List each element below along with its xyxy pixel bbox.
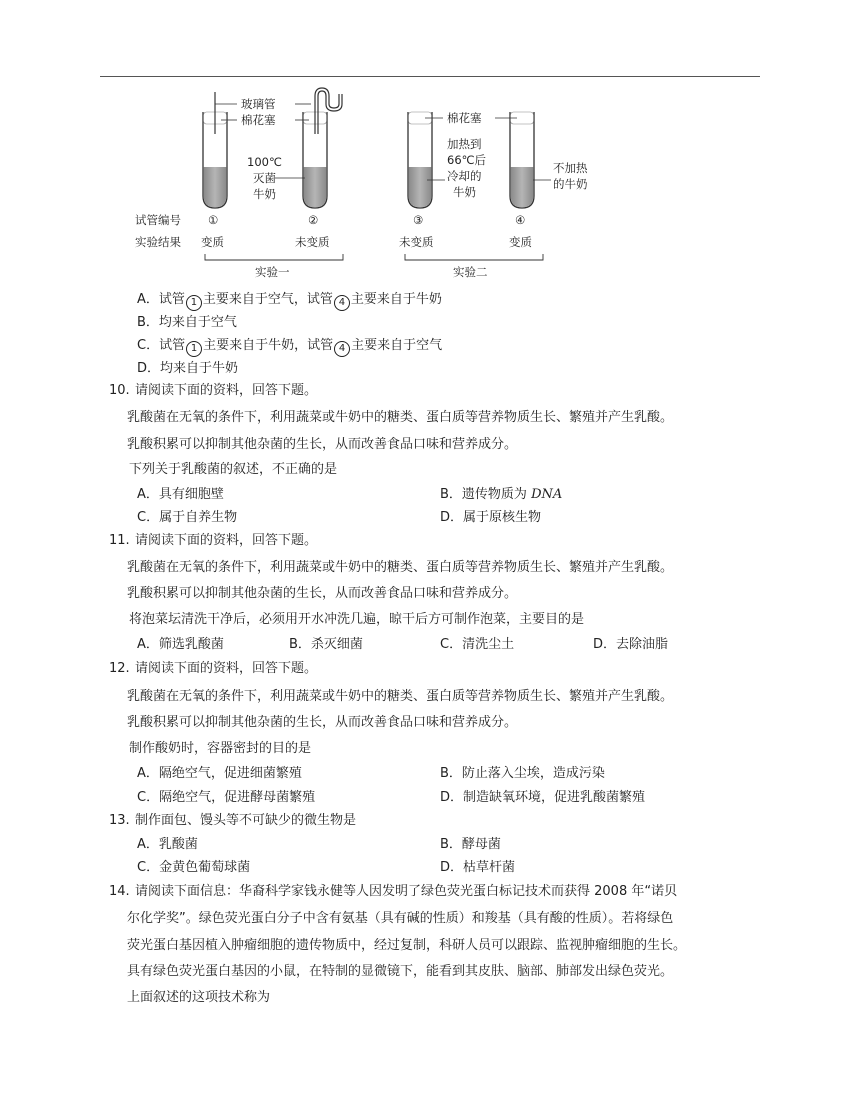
label-tube-number: 试管编号 <box>135 213 181 227</box>
q12-passage-2: 乳酸积累可以抑制其他杂菌的生长，从而改善食品口味和营养成分。 <box>127 715 518 730</box>
label-cotton-plug-1: 棉花塞 <box>241 113 276 127</box>
q9-option-a: A．试管 1 主要来自于空气，试管 4 主要来自于牛奶 <box>137 292 442 311</box>
circled-number-4: 4 <box>334 341 350 357</box>
q10-option-b: B．遗传物质为 DNA <box>440 487 563 502</box>
q11-number: 11. <box>109 533 130 548</box>
q14-number: 14. <box>109 884 130 899</box>
q13-option-d: D．枯草杆菌 <box>440 860 516 875</box>
result-4: 变质 <box>509 235 532 249</box>
q11-option-c: C．清洗尘土 <box>440 637 515 652</box>
tube-num-4: ④ <box>515 213 526 227</box>
result-3: 未变质 <box>399 235 434 249</box>
q11-option-b: B．杀灭细菌 <box>289 637 363 652</box>
q12-option-d: D．制造缺氧环境，促进乳酸菌繁殖 <box>440 790 646 805</box>
q11-passage-2: 乳酸积累可以抑制其他杂菌的生长，从而改善食品口味和营养成分。 <box>127 586 518 601</box>
tube-num-2: ② <box>308 213 319 227</box>
label-milk-66-3: 冷却的 <box>447 169 482 183</box>
q12-option-a: A．隔绝空气，促进细菌繁殖 <box>137 766 302 781</box>
q10-stem: 下列关于乳酸菌的叙述，不正确的是 <box>129 462 338 477</box>
q12-number: 12. <box>109 661 130 676</box>
q11-passage-1: 乳酸菌在无氧的条件下，利用蔬菜或牛奶中的糖类、蛋白质等营养物质生长、繁殖并产生乳酸。 <box>127 560 674 575</box>
q10-number: 10. <box>109 383 130 398</box>
q10-passage-2: 乳酸积累可以抑制其他杂菌的生长，从而改善食品口味和营养成分。 <box>127 437 518 452</box>
q12-passage-1: 乳酸菌在无氧的条件下，利用蔬菜或牛奶中的糖类、蛋白质等营养物质生长、繁殖并产生乳酸。 <box>127 689 674 704</box>
q13-option-a: A．乳酸菌 <box>137 837 198 852</box>
label-milk-raw-1: 不加热 <box>553 161 588 175</box>
label-milk-100-1: 100℃ <box>247 155 282 169</box>
label-milk-66-4: 牛奶 <box>453 185 476 199</box>
label-milk-66-1: 加热到 <box>447 137 482 151</box>
q10-option-c: C．属于自养生物 <box>137 510 238 525</box>
q14-line-3: 荧光蛋白基因植入肿瘤细胞的遗传物质中，经过复制，科研人员可以跟踪、监视肿瘤细胞的生长。 <box>127 938 687 953</box>
q12-option-c: C．隔绝空气，促进酵母菌繁殖 <box>137 790 316 805</box>
tube-num-1: ① <box>208 213 219 227</box>
q13-option-c: C．金黄色葡萄球菌 <box>137 860 251 875</box>
q10-passage-1: 乳酸菌在无氧的条件下，利用蔬菜或牛奶中的糖类、蛋白质等营养物质生长、繁殖并产生乳酸。 <box>127 410 674 425</box>
label-experiment-1: 实验一 <box>255 265 290 279</box>
label-cotton-plug-2: 棉花塞 <box>447 111 482 125</box>
q13-number: 13. <box>109 813 130 828</box>
q9-option-c: C．试管 1 主要来自于牛奶，试管 4 主要来自于空气 <box>137 338 442 357</box>
label-milk-raw-2: 的牛奶 <box>553 177 588 191</box>
q13-stem: 制作面包、馒头等不可缺少的微生物是 <box>135 813 357 828</box>
q13-option-b: B．酵母菌 <box>440 837 501 852</box>
q12-stem: 制作酸奶时，容器密封的目的是 <box>129 741 312 756</box>
label-milk-100-3: 牛奶 <box>253 187 276 201</box>
circled-number-4: 4 <box>334 295 350 311</box>
q14-line-5: 上面叙述的这项技术称为 <box>127 990 271 1005</box>
label-glass-tube: 玻璃管 <box>241 97 276 111</box>
q10-option-a: A．具有细胞壁 <box>137 487 224 502</box>
q9-option-d: D．均来自于牛奶 <box>137 361 239 376</box>
q11-option-a: A．筛选乳酸菌 <box>137 637 224 652</box>
q12-option-b: B．防止落入尘埃，造成污染 <box>440 766 605 781</box>
q10-intro: 请阅读下面的资料，回答下题。 <box>135 383 318 398</box>
label-milk-100-2: 灭菌 <box>253 171 276 185</box>
label-experiment-2: 实验二 <box>453 265 488 279</box>
label-milk-66-2: 66℃后 <box>447 153 487 167</box>
circled-number-1: 1 <box>186 341 202 357</box>
circled-number-1: 1 <box>186 295 202 311</box>
q11-option-d: D．去除油脂 <box>593 637 669 652</box>
label-experiment-result: 实验结果 <box>135 235 181 249</box>
q11-stem: 将泡菜坛清洗干净后，必须用开水冲洗几遍，晾干后方可制作泡菜，主要目的是 <box>129 612 585 627</box>
q10-option-d: D．属于原核生物 <box>440 510 542 525</box>
q9-option-b: B．均来自于空气 <box>137 315 237 330</box>
q12-intro: 请阅读下面的资料，回答下题。 <box>135 661 318 676</box>
result-2: 未变质 <box>295 235 330 249</box>
q14-line-1: 请阅读下面信息：华裔科学家钱永健等人因发明了绿色荧光蛋白标记技术而获得 2008 年“诺贝 <box>135 884 678 899</box>
q11-intro: 请阅读下面的资料，回答下题。 <box>135 533 318 548</box>
q14-line-2: 尔化学奖”。绿色荧光蛋白分子中含有氨基（具有碱的性质）和羧基（具有酸的性质）。若将绿色 <box>127 911 674 926</box>
tube-num-3: ③ <box>413 213 424 227</box>
result-1: 变质 <box>201 235 224 249</box>
q14-line-4: 具有绿色荧光蛋白基因的小鼠，在特制的显微镜下，能看到其皮肤、脑部、肺部发出绿色荧光。 <box>127 964 674 979</box>
